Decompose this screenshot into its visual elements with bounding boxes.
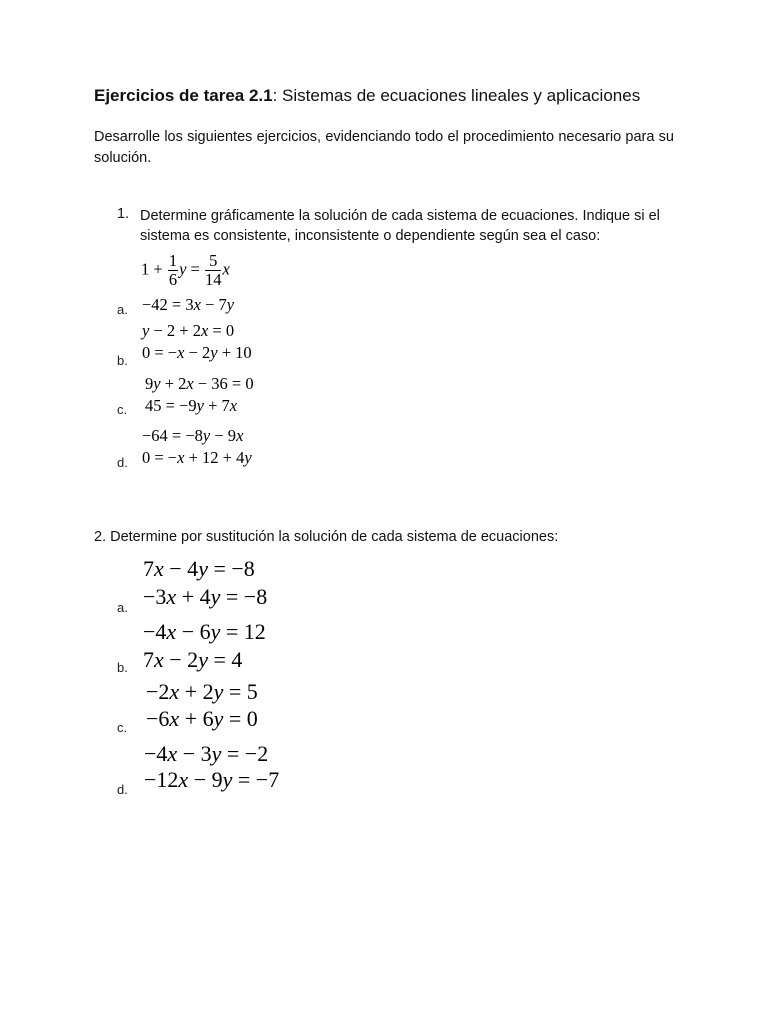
title-bold: Ejercicios de tarea 2.1	[94, 86, 273, 105]
q1-eq-d2: 0 = −x + 12 + 4y	[142, 448, 252, 467]
q1-eq-a1-frac2: $\frac{5}{14}$	[204, 251, 222, 289]
intro-paragraph: Desarrolle los siguientes ejercicios, evidenciando todo el procedimiento necesario para su solución.	[94, 129, 674, 166]
q1-label-b: b.	[117, 353, 128, 368]
q2-eq-d2: −12x − 9y = −7	[144, 767, 280, 792]
q2-eq-c1: −2x + 2y = 5	[146, 679, 258, 704]
q1-text: Determine gráficamente la solución de cada sistema de ecuaciones. Indique si el sistema es consistente, inconsistente o dependiente según sea el caso:	[140, 208, 660, 244]
q1-eq-b2: 0 = −x − 2y + 10	[142, 343, 252, 362]
q1-eq-c1: 9y + 2x − 36 = 0	[145, 374, 254, 393]
q1-eq-a1-frac1: $\frac{1}{6}$	[168, 251, 178, 289]
q1-eq-a2: −42 = 3x − 7y	[142, 295, 235, 314]
title-rest: : Sistemas de ecuaciones lineales y aplicaciones	[272, 86, 641, 105]
q1-eq-a1-mid: =	[186, 259, 204, 279]
q1-eq-b1: y − 2 + 2x = 0	[142, 321, 235, 340]
q2-label-c: c.	[117, 720, 128, 735]
q1-eq-c2: 45 = −9y + 7x	[145, 396, 238, 415]
q2-eq-b2: 7x − 2y = 4	[143, 647, 243, 672]
page-title	[94, 86, 640, 106]
q1-label-d: d.	[117, 455, 128, 470]
q2-label-d: d.	[117, 782, 128, 797]
q1-label-a: a.	[117, 302, 128, 317]
q2-eq-a1: 7x − 4y = −8	[143, 556, 255, 581]
q2-text: 2. Determine por sustitución la solución de cada sistema de ecuaciones:	[94, 529, 559, 545]
q1-eq-d1: −64 = −8y − 9x	[142, 426, 244, 445]
q2-eq-d1: −4x − 3y = −2	[144, 741, 269, 766]
q2-label-b: b.	[117, 660, 128, 675]
q1-label-c: c.	[117, 402, 128, 417]
q1-eq-a1-lead: 1 +	[141, 259, 167, 279]
q2-eq-b1: −4x − 6y = 12	[143, 619, 266, 644]
q2-eq-c2: −6x + 6y = 0	[146, 706, 258, 731]
q2-label-a: a.	[117, 600, 128, 615]
q1-eq-a1: 1 + $\frac{1}{6}$ y = $\frac{5}{14}$ x	[141, 251, 230, 289]
q2-eq-a2: −3x + 4y = −8	[143, 584, 268, 609]
q1-number: 1.	[117, 206, 130, 222]
